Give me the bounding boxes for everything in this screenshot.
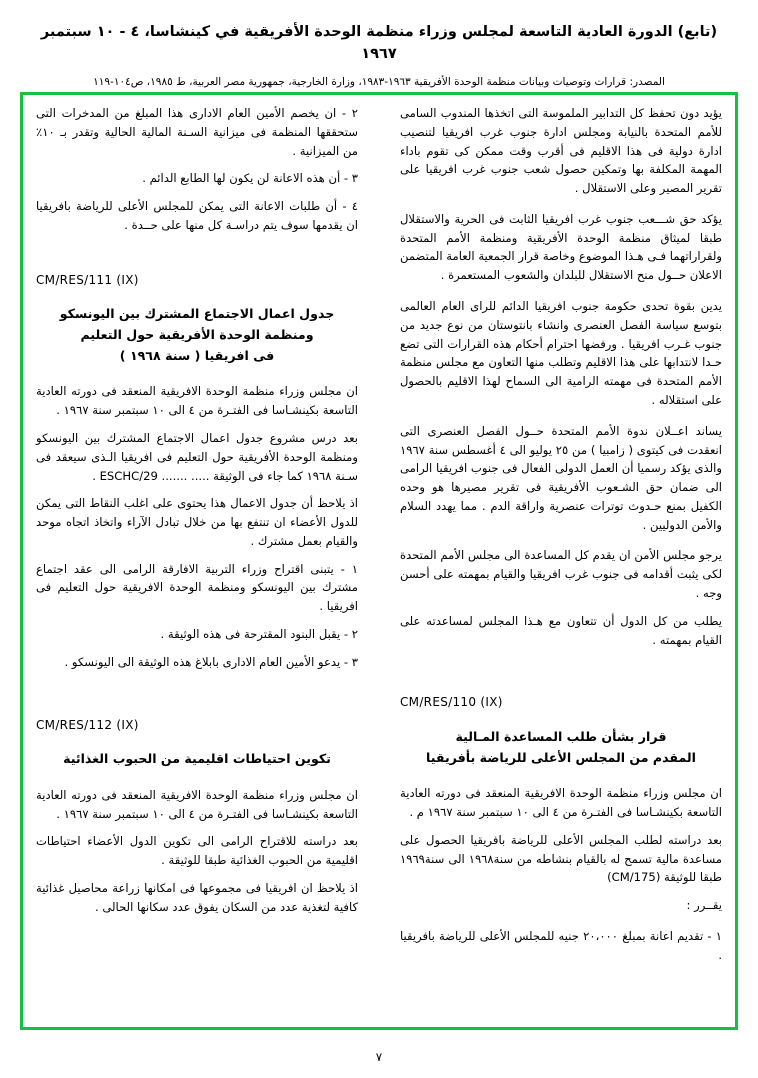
page-title: (تابع) الدورة العادية التاسعة لمجلس وزراء منظمة الوحدة الأفريقية في كينشاسا، ٤ - ١٠ سبتمبر ١٩٦٧: [40, 24, 718, 62]
list-item: ٣ - يدعو الأمين العام الادارى بابلاغ هذه الوثيقة الى اليونسكو .: [64, 654, 358, 669]
list-item: ٢ - يقبل البنود المقترحة فى هذه الوثيقة .: [160, 627, 358, 642]
paragraph: ان مجلس وزراء منظمة الوحدة الافريقية المنعقد فى دورته العادية التاسعة بكينشـاسا فى الفتـرة من ٤ الى ١٠ سبتمبر سنة ١٩٦٧ م .: [400, 786, 722, 820]
list-item: ١ - يتبنى اقتراح وزراء التربية الافارقة الرامى الى عقد اجتماع مشترك بين اليونسكو ومنظمة الوحدة الافريقية حول التعليم فى افريقيا .: [36, 561, 358, 614]
paragraph: يرجو مجلس الأمن ان يقدم كل المساعدة الى مجلس الأمم المتحدة لكى يثبت أقدامه فى جنوب غرب افريقيا والقيام بمهمته على أحسن وجه .: [400, 548, 722, 600]
page-header: [0, 0, 758, 90]
list-item: ١ - تقديم اعانة بمبلغ ٢٠،٠٠٠ جنيه للمجلس الأعلى للرياضة بافريقيا .: [400, 928, 722, 962]
two-column-body: [36, 104, 722, 1018]
resolution-code-110: CM/RES/110 (IX): [400, 695, 503, 710]
list-item: ٤ - أن طلبات الاعانة التى يمكن للمجلس الأعلى للرياضة بافريقيا ان يقدمها سوف يتم دراسـة كل منها على حــدة .: [36, 199, 358, 232]
paragraph: ان مجلس وزراء منظمة الوحدة الافريقية المنعقد فى دورته العادية التاسعة بكينشـاسا فى الفتـرة من ٤ الى ١٠ سبتمبر سنة ١٩٦٧ .: [36, 384, 358, 418]
decides-label: يقــرر :: [686, 898, 722, 913]
resolution-title-line: جدول اعمال الاجتماع المشترك بين اليونسكو: [59, 306, 335, 322]
paragraph: يساند اعــلان ندوة الأمم المتحدة حــول الفصل العنصرى التى انعقدت فى كيتوى ( زامبيا ) من ٢٥ يوليو الى ٤ أغسطس سنة ١٩٦٧ والذى يؤكد رسميا أن العمل الدولى الفعال فى جنوب افريقيا الرامى الى ضمان حق الشـعوب الأفريقية فى تقرير مصيرها هو وحده الكفيل بمنع حـدوث توترات عنصرية واراقة الدم . مما يهدد السلام والأمن الدوليين .: [400, 423, 722, 532]
resolution-title-line: تكوين احتياطات اقليمية من الحبوب الغذائية: [63, 751, 331, 767]
paragraph: بعد دراسته لطلب المجلس الأعلى للرياضة بافريقيا الحصول على مساعدة مالية تسمح له بالقيام بنشاطه من سنة١٩٦٨ الى سنة١٩٦٩ طبقا للوثيقة (CM/175): [400, 832, 722, 885]
paragraph: اذ يلاحظ ان افريقيا فى مجموعها فى امكانها زراعة محاصيل غذائية كافية لتغذية عدد من السكان يفوق عدد سكانها الحالى .: [36, 880, 358, 914]
resolution-title-line: المقدم من المجلس الأعلى للرياضة بأفريقيا: [426, 749, 696, 765]
paragraph: يؤيد دون تحفظ كل التدابير الملموسة التى اتخذها المندوب السامى للأمم المتحدة بالنيابة ومجلس ادارة جنوب غرب افريقيا لتنصيب ادارة دولية فى هذا الاقليم فى أقرب وقت ممكن كى تقوم باداء المهمة المكلفة بها وتمكين حصول شعب جنوب غرب افريقيا على تقرير المصير وعلى الاستقلال .: [400, 106, 722, 196]
paragraph: يطلب من كل الدول أن تتعاون مع هـذا المجلس لمساعدته على القيام بمهمته .: [400, 613, 722, 647]
paragraph: يؤكد حق شـــعب جنوب غرب افريقيا الثابت فى الحرية والاستقلال طبقا لميثاق منظمة الوحدة الأفريقية ومنظمة الأمم المتحدة ولقراراتهما فـى هـذا الموضوع وخاصة قرار الجمعية العامة المتضمن الاعلان حــول منح الاستقلال للبلدان والشعوب المستعمرة .: [400, 211, 722, 283]
resolution-title-110: [400, 727, 722, 769]
resolution-title-line: قرار بشأن طلب المساعدة المـالية: [455, 728, 667, 744]
paragraph: بعد دراسته للاقتراح الرامى الى تكوين الدول الأعضاء احتياطات اقليمية من الحبوب الغذائية طبقا للوثيقة .: [36, 834, 358, 868]
resolution-title-line: ومنظمة الوحدة الأفريقية حول التعليم: [80, 326, 314, 342]
column-left: [36, 104, 364, 1018]
resolution-title-112: [36, 749, 358, 770]
paragraph: يدين بقوة تحدى حكومة جنوب افريقيا الدائم للراى العام العالمى بتوسع سياسة الفصل العنصرى وانشاء بانتوستان من نوع جديد من جنوب غـرب افريقيا . ورفضها احترام أحكام هذه القرارات التى تضع حـدا لانتدابها على هذا الاقليم وتطلب منها التعاون مع مجلس منظمة الأمم المتحدة فى مهمته الرامية الى السماح لهذا الاقليم بالحصول على استقلاله .: [400, 299, 722, 407]
resolution-title-line: فى افريقيا ( سنة ١٩٦٨ ): [119, 347, 275, 363]
resolution-code-112: CM/RES/112 (IX): [36, 717, 139, 732]
column-right: [394, 104, 722, 1018]
resolution-code-111: CM/RES/111 (IX): [36, 272, 139, 287]
paragraph: اذ يلاحظ أن جدول الاعمال هذا يحتوى على اغلب النقاط التى يمكن للدول الأعضاء ان تنتفع بها من خلال تبادل الآراء واتخاذ اتجاه موحد والقيام بعمل مشترك .: [36, 496, 358, 548]
resolution-title-111: [36, 304, 358, 366]
list-item: ٣ - أن هذه الاعانة لن يكون لها الطابع الدائم .: [142, 171, 358, 186]
source-line: المصدر: قرارات وتوصيات وبيانات منظمة الوحدة الأفريقية ١٩٦٣-١٩٨٣، وزارة الخارجية، جمهورية مصر العربية، ط ١٩٨٥، ص١٠٤-١١٩: [93, 75, 665, 88]
paragraph: ان مجلس وزراء منظمة الوحدة الافريقية المنعقد فى دورته العادية التاسعة بكينشـاسا فى الفتـرة من ٤ الى ١٠ سبتمبر سنة ١٩٦٧ .: [36, 787, 358, 821]
list-item: ٢ - ان يخصم الأمين العام الادارى هذا المبلغ من المدخرات التى ستحققها المنظمة فى ميزانية السـنة المالية الحالية وتقدر بـ ١٠٪ من الميزانية .: [36, 106, 358, 158]
paragraph: بعد درس مشروع جدول اعمال الاجتماع المشترك بين اليونسكو ومنظمة الوحدة الأفريقية حول التعليم فى افريقيا الـذى سيعقد فى سـنة ١٩٦٨ كما جاء فى الوثيقة ..... ....... ESCHC/29 .: [36, 430, 358, 483]
page-number: ٧: [375, 1050, 383, 1064]
